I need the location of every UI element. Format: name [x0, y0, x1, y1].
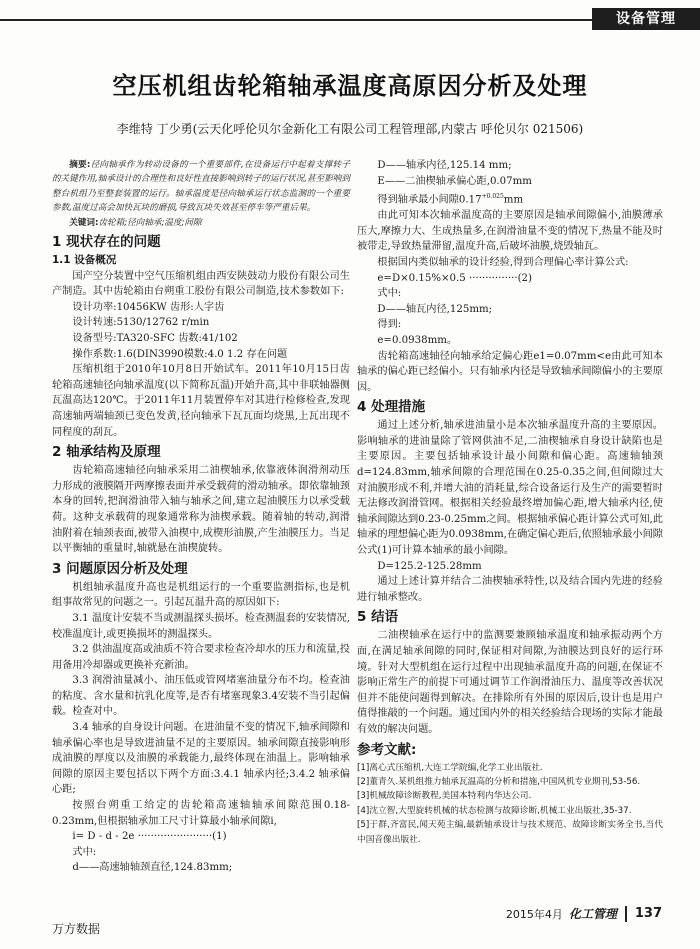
result: D=125.2-125.28mm	[377, 560, 482, 572]
keywords	[52, 216, 350, 230]
section-heading: 5 结语	[357, 609, 399, 626]
section-tag: 设备管理	[592, 8, 700, 30]
result	[357, 189, 663, 208]
paragraph: 按照台朔重工给定的齿轮箱高速轴轴承间隙范围0.18-0.23mm,但根据轴承加工尺寸计算最小轴承间隙i,	[52, 800, 350, 827]
paragraph: 3.4 轴承的自身设计问题。在进油量不变的情况下,轴承间隙和轴承偏心率也是导致进油量不足的主要原因。轴承间隙直接影响形成油膜的厚度以及油膜的承载能力,最终体现在油温上。影响轴承间隙的原因主要包括以下两个方面:3.4.1 轴承内径;3.4.2 轴承偏心距;	[52, 722, 350, 796]
paragraph: 3.2 供油温度高或油质不符合要求检查冷却水的压力和流量,投用备用冷却器或更换补充新油。	[52, 644, 350, 671]
article-authors: 李维特 丁少勇(云天化呼伦贝尔金新化工有限公司工程管理部,内蒙古 呼伦贝尔 021506)	[116, 122, 584, 136]
result: e=0.0938mm。	[377, 334, 458, 346]
spec-line: 设计功率:10456KW 齿形:人字齿	[72, 301, 225, 313]
spec-line: 设计转速:5130/12762 r/min	[72, 317, 210, 329]
section-heading: 4 处理措施	[357, 399, 426, 416]
spec-line: 操作系数:1.6(DIN3990模数:4.0 1.2 存在问题	[72, 348, 288, 360]
reference-item: [4]沈立智,大型旋转机械的状态检测与故障诊断,机械工业出版社,35-37.	[357, 805, 632, 816]
reference-item: [3]机械故障诊断教程,美国本特利内华达公司.	[357, 791, 532, 802]
definition: d——高速轴轴颈直径,124.83mm;	[72, 862, 233, 874]
article-title: 空压机组齿轮箱轴承温度高原因分析及处理	[112, 72, 588, 100]
spec-line: 设备型号:TA320-SFC 齿数:41/102	[72, 333, 238, 344]
top-header-bar	[0, 6, 700, 28]
section-heading: 1 现状存在的问题	[52, 234, 161, 251]
footer-source: 万方数据	[52, 922, 101, 936]
result-unit: mm	[503, 194, 524, 206]
paragraph: 机组轴承温度升高也是机组运行的一个重要监测指标,也是机组事故常见的问题之一。引起瓦温升高的原因如下:	[52, 581, 350, 609]
paragraph: 齿轮箱高速轴径向轴承采用二油楔轴承,依靠液体润滑剂动压力形成的液膜隔开两摩擦表面并承受载荷的滑动轴承。即依靠轴颈本身的回转,把润滑油带入轴与轴承之间,建立起油膜压力以承受载荷。这种支承载荷的现象通常称为油楔承载。随着轴的转动,润滑油附着在轴颈表面,被带入油楔中,成楔形油膜,产生油膜压力。当足以平衡轴的重量时,轴就悬在油楔旋转。	[52, 465, 350, 555]
paragraph: 国产空分装置中空气压缩机组由西安陕鼓动力股份有限公司生产制造。其中齿轮箱由台朔重工股份有限公司制造,技术参数如下:	[52, 270, 350, 298]
result-sup: +0.025	[481, 193, 504, 201]
footer-info	[506, 905, 662, 922]
subsection-heading: 1.1 设备概况	[52, 254, 117, 267]
reference-item: [1]离心式压缩机,大连工学院编,化学工业出版社.	[357, 762, 543, 773]
reference-item: [2]董青久.某机组推力轴承瓦温高的分析和措施,中国风机专业期刊,53-56.	[357, 776, 641, 787]
keywords-label: 关键词:	[69, 217, 99, 228]
equation: e=D×0.15%×0.5 ···············(2)	[377, 272, 533, 284]
paragraph: 3.1 温度计安装不当或测温探头损坏。检查测温套的安装情况,校准温度计,或更换损坏的测温探头。	[52, 612, 350, 640]
footer-date: 2015年4月	[505, 907, 563, 921]
definition: D——轴承内径,125.14 mm;	[377, 160, 512, 171]
paragraph: 齿轮箱高速轴径向轴承给定偏心距e1=0.07mm<e由此可知本轴承的偏心距已经偏小。只有轴承内径是导致轴承间隙偏小的主要原因。	[357, 350, 663, 393]
definition: D——轴瓦内径,125mm;	[377, 303, 493, 315]
references-heading: 参考文献:	[357, 741, 417, 758]
paragraph: 压缩机组于2010年10月8日开始试车。2011年10月15日齿轮箱高速轴径向轴承温度(以下简称瓦温)开始升高,其中非联轴器侧瓦温高达120℃。于2011年11月装置停车对其进行检修检查,发现高速轴两端轴颈已变色发黄,径向轴承下瓦瓦面均烧黑,上瓦出现不同程度的刮瓦。	[52, 364, 350, 438]
right-column	[357, 158, 663, 847]
magazine-name: 化工管理	[568, 907, 617, 921]
abstract-text: 径向轴承作为转动设备的一个重要部件,在设备运行中起着支撑转子的关键作用,轴承设计的合理性和良好性直接影响到转子的运行状况,甚至影响到整台机组乃至整套装置的运行。轴承温度是径向轴承运行状态监测的一个重要参数,温度过高会加快瓦块的磨损,导致瓦块失效甚至停车等严重后果。	[52, 160, 350, 214]
paragraph: 根据国内类似轴承的设计经验,得到合理偏心率计算公式:	[377, 256, 629, 268]
paragraph: 3.3 润滑油量减小、油压低或管网堵塞油量分布不均。检查油的粘度、含水量和抗乳化度等,是否有堵塞现象3.4安装不当引起偏载。检查对中。	[52, 675, 350, 718]
paragraph: 式中:	[377, 288, 402, 300]
paragraph: 二油楔轴承在运行中的监测要兼顾轴承温度和轴承振动两个方面,在满足轴承间隙的同时,保证相对间隙,为油膜达到良好的运行环境。针对大型机组在运行过程中出现轴承温度升高的问题,在保证不影响正常生产的前提下可通过调节工作润滑油压力、温度等改善状况 但并不能使问题得到解决。在排除所有外围的原因后,设计也是用户值得推敲的一个问题。通过国内外的相关经验结合现场的实际才能最有效的解决问题。	[357, 630, 663, 735]
definition: E——二油楔轴承偏心距,0.07mm	[377, 175, 532, 187]
paragraph: 得到:	[377, 319, 402, 331]
paragraph: 通过上述计算并结合二油楔轴承特性,以及结合国内先进的经验进行轴承整改。	[357, 576, 663, 603]
section-heading: 2 轴承结构及原理	[52, 444, 161, 461]
abstract	[52, 158, 350, 216]
equation: i= D - d - 2e ·······················(1)	[72, 831, 227, 843]
page-number: 137	[634, 906, 662, 921]
reference-item: [5]于群,齐富民,闻天苑主编,最新轴承设计与技术规范、故障诊断实务全书,当代中国音像出版社.	[357, 820, 663, 845]
keywords-text: 齿轮箱;径向轴承;温度;间隙	[98, 217, 202, 228]
section-heading: 3 问题原因分析及处理	[52, 560, 188, 577]
result-text: 得到轴承最小间隙0.17	[377, 194, 482, 206]
abstract-label: 摘要:	[69, 160, 91, 170]
left-column	[52, 158, 350, 876]
paragraph: 式中:	[72, 846, 97, 858]
paragraph: 由此可知本次轴承温度高的主要原因是轴承间隙偏小,油膜薄承压大,摩擦力大、生成热量多,在润滑油量不变的情况下,热量不能及时被带走,导致热量滞留,温度升高,后破坏油膜,烧毁轴瓦。	[357, 210, 663, 253]
references-list	[357, 761, 663, 847]
footer-divider	[625, 906, 627, 922]
paragraph: 通过上述分析,轴承进油量小是本次轴承温度升高的主要原因。影响轴承的进油量除了管网供油不足,二油楔轴承自身设计缺陷也是主要原因。主要包括轴承设计最小间隙和偏心距。高速轴轴颈d=124.83mm,轴承间隙的合理范围在0.25-0.35之间,但间隙过大对油膜形成不利,并增大油的消耗量,综合设备运行及生产的需要暂时无法修改润滑管网。根据相关经验最终增加偏心距,增大轴承内径,使轴承间隙达到0.23-0.25mm之间。根据轴承偏心距计算公式可知,此轴承的理想偏心距为0.0938mm,在确定偏心距后,依照轴承最小间隙公式(1)可计算本轴承的最小间隙。	[357, 420, 663, 557]
